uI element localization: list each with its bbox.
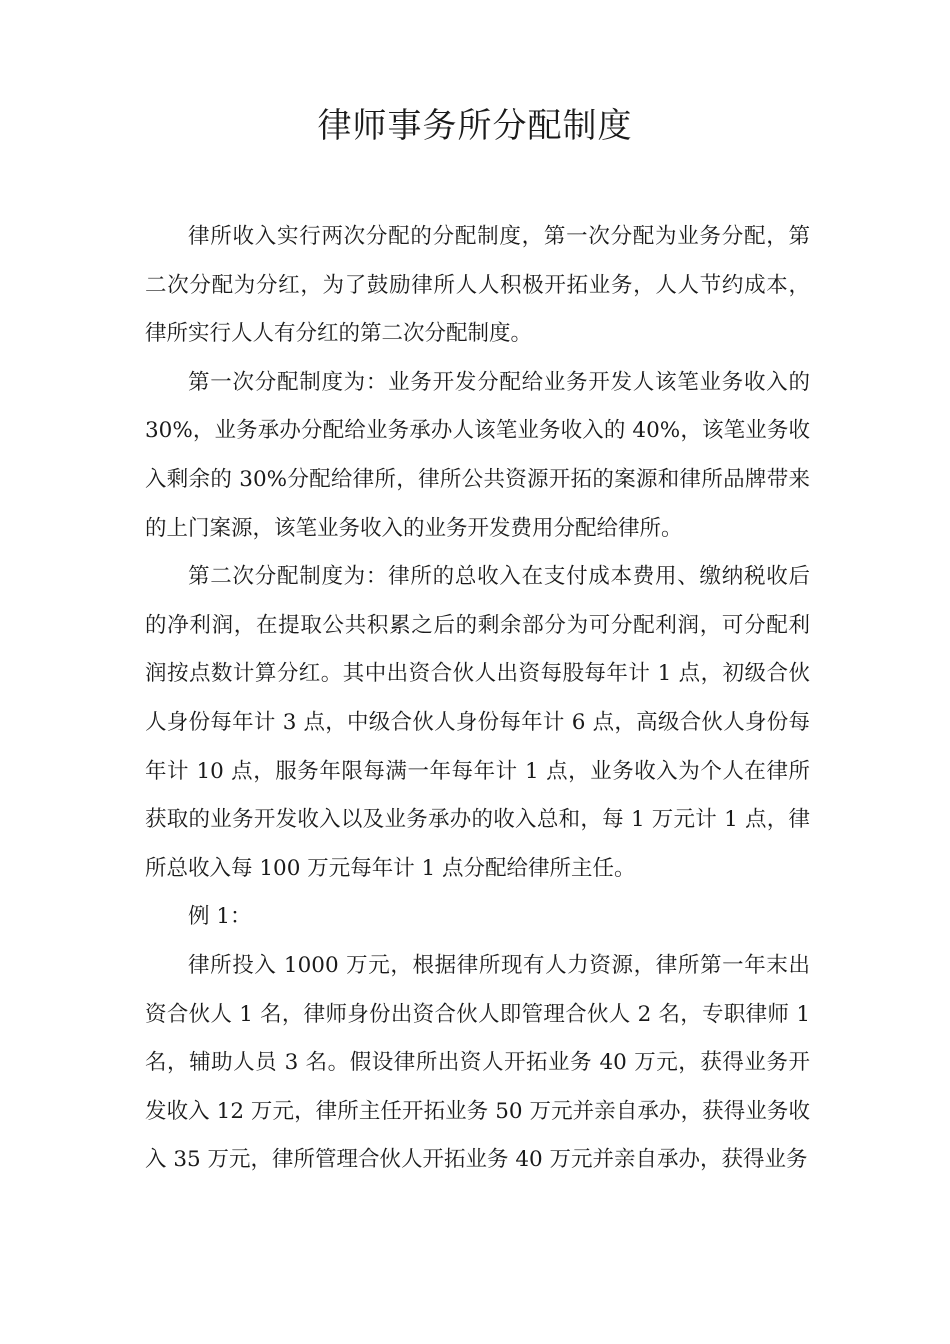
paragraph-example-heading: 例 1： xyxy=(188,904,252,930)
paragraph-intro: 律所收入实行两次分配的分配制度，第一次分配为业务分配，第二次分配为分红，为了鼓励律所人人积极开拓业务，人人节约成本，律所实行人人有分红的第二次分配制度。 xyxy=(145,224,810,347)
paragraph-example-body: 律所投入 1000 万元，根据律所现有人力资源，律所第一年末出资合伙人 1 名，律师身份出资合伙人即管理合伙人 2 名，专职律师 1 名，辅助人员 3 名。假设律所出资人开拓业务 40 万元，获得业务开发收入 12 万元，律所主任开拓业务 50 万元并亲自承办，获得业务收入 35 万元，律所管理合伙人开拓业务 40 万元并亲自承办，获得业务 xyxy=(145,952,810,1173)
document-body xyxy=(145,213,810,1185)
document-title: 律师事务所分配制度 xyxy=(317,106,633,146)
paragraph-first-distribution: 第一次分配制度为：业务开发分配给业务开发人该笔业务收入的30%，业务承办分配给业务承办人该笔业务收入的 40%，该笔业务收入剩余的 30%分配给律所，律所公共资源开拓的案源和律所品牌带来的上门案源，该笔业务收入的业务开发费用分配给律所。 xyxy=(145,369,810,541)
paragraph-second-distribution: 第二次分配制度为：律所的总收入在支付成本费用、缴纳税收后的净利润，在提取公共积累之后的剩余部分为可分配利润，可分配利润按点数计算分红。其中出资合伙人出资每股每年计 1 点，初级合伙人身份每年计 3 点，中级合伙人身份每年计 6 点，高级合伙人身份每年计 10 点，服务年限每满一年每年计 1 点，业务收入为个人在律所获取的业务开发收入以及业务承办的收入总和，每 1 万元计 1 点，律所总收入每 100 万元每年计 1 点分配给律所主任。 xyxy=(145,564,810,881)
